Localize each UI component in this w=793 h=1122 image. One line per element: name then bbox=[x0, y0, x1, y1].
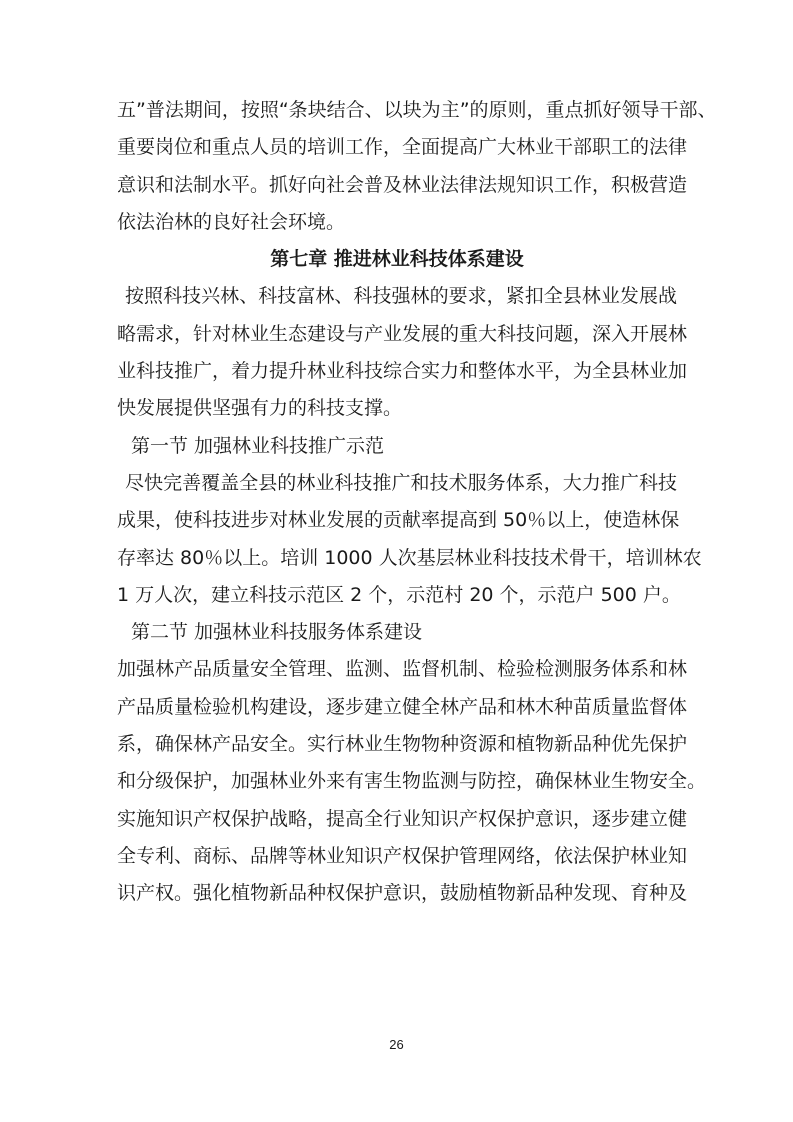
text-line: 全专利、商标、品牌等林业知识产权保护管理网络，依法保护林业知 bbox=[117, 844, 688, 867]
text-line: 存率达 80％以上。培训 1000 人次基层林业科技技术骨干，培训林农 bbox=[117, 546, 702, 569]
paragraph-tech-promotion bbox=[117, 465, 702, 614]
text-line: 系，确保林产品安全。实行林业生物物种资源和植物新品种优先保护 bbox=[117, 733, 688, 756]
section-heading-1: 第一节 加强林业科技推广示范 bbox=[131, 434, 385, 457]
text-line: 成果，使科技进步对林业发展的贡献率提高到 50％以上，使造林保 bbox=[117, 509, 680, 532]
text-line: 依法治林的良好社会环境。 bbox=[117, 210, 346, 233]
text-line: 业科技推广，着力提升林业科技综合实力和整体水平，为全县林业加 bbox=[117, 360, 688, 383]
text-line: 实施知识产权保护战略，提高全行业知识产权保护意识，逐步建立健 bbox=[117, 807, 688, 830]
text-line: 快发展提供坚强有力的科技支撑。 bbox=[117, 397, 403, 420]
text-line: 加强林产品质量安全管理、监测、监督机制、检验检测服务体系和林 bbox=[117, 658, 688, 681]
text-line: 识产权。强化植物新品种权保护意识，鼓励植物新品种发现、育种及 bbox=[117, 882, 688, 905]
page-number: 26 bbox=[389, 1037, 404, 1052]
text-line: 产品质量检验机构建设，逐步建立健全林产品和林木种苗质量监督体 bbox=[117, 695, 688, 718]
text-line: 1 万人次，建立科技示范区 2 个，示范村 20 个，示范户 500 户。 bbox=[117, 583, 681, 606]
text-line: 和分级保护，加强林业外来有害生物监测与防控，确保林业生物安全。 bbox=[117, 770, 707, 793]
paragraph-tech-system bbox=[117, 278, 688, 427]
document-body bbox=[117, 92, 717, 913]
section-heading-2: 第二节 加强林业科技服务体系建设 bbox=[131, 621, 423, 644]
text-line: 五”普法期间，按照“条块结合、以块为主”的原则，重点抓好领导干部、 bbox=[117, 99, 717, 121]
paragraph-legal-education bbox=[117, 92, 717, 241]
chapter-heading: 第七章 推进林业科技体系建设 bbox=[270, 248, 524, 271]
text-line: 略需求，针对林业生态建设与产业发展的重大科技问题，深入开展林 bbox=[117, 322, 688, 345]
text-line: 按照科技兴林、科技富林、科技强林的要求，紧扣全县林业发展战 bbox=[125, 285, 677, 308]
text-line: 重要岗位和重点人员的培训工作，全面提高广大林业干部职工的法律 bbox=[117, 136, 688, 159]
text-line: 意识和法制水平。抓好向社会普及林业法律法规知识工作，积极营造 bbox=[117, 173, 688, 196]
text-line: 尽快完善覆盖全县的林业科技推广和技术服务体系，大力推广科技 bbox=[125, 471, 677, 494]
paragraph-tech-service bbox=[117, 651, 707, 912]
